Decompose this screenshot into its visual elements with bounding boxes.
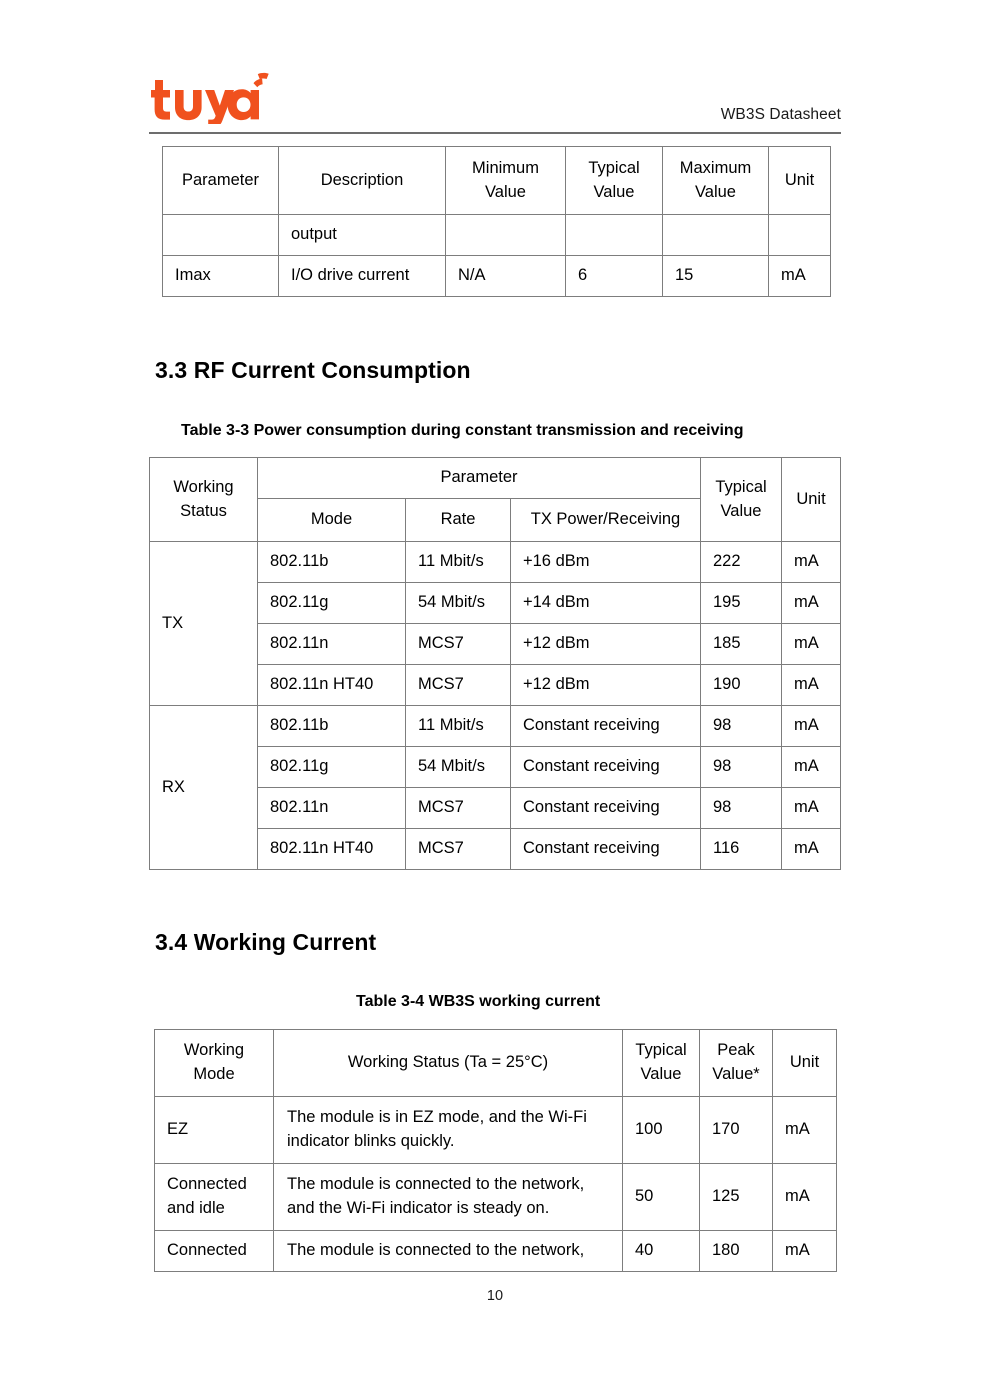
cell-text: +12 dBm (523, 675, 590, 694)
cell-text: +16 dBm (523, 552, 590, 571)
cell-tx-power (511, 542, 701, 583)
col-header-unit-label: Unit (784, 170, 815, 189)
table-3-2-continued (162, 146, 830, 297)
cell-text: 116 (713, 839, 740, 858)
col-header-description (279, 147, 446, 215)
working-status-label: Working Status (Ta = 25°C) (347, 1053, 549, 1072)
cell-maximum (663, 256, 769, 297)
cell-text: 802.11n HT40 (270, 675, 374, 694)
cell-unit (782, 788, 841, 829)
col-header-parameter (163, 147, 279, 215)
cell-text: 50 (635, 1187, 654, 1206)
cell-text: 11 Mbit/s (418, 552, 484, 571)
cell-text: 802.11n HT40 (270, 839, 374, 858)
peak-l2: Value* (712, 1065, 760, 1083)
cell-text: RX (162, 777, 185, 796)
cell-mode (258, 706, 406, 747)
col-header-maximum-value (663, 147, 769, 215)
cell-text: Imax (175, 266, 211, 285)
cell-text: TX (162, 613, 184, 632)
cell-text: 15 (675, 266, 694, 285)
col-header-description-label: Description (320, 170, 404, 189)
cell-text-l2: indicator blinks quickly. (287, 1132, 455, 1150)
col-header-rate (406, 499, 511, 542)
cell-text: 125 (712, 1187, 740, 1206)
cell-text: mA (781, 266, 806, 285)
cell-text: MCS7 (418, 675, 464, 694)
peak-l1: Peak (717, 1041, 755, 1060)
col-header-tx-power-receiving (511, 499, 701, 542)
cell-text: mA (794, 839, 819, 858)
col-header-working-mode (155, 1030, 274, 1097)
cell-text: Constant receiving (523, 757, 660, 776)
cell-parameter (163, 256, 279, 297)
col-header-peak-value (700, 1030, 773, 1097)
working-status-l2: Status (180, 501, 227, 520)
cell-unit (782, 542, 841, 583)
cell-text: 98 (713, 716, 732, 735)
table-row (163, 256, 831, 297)
cell-text: 802.11b (270, 552, 329, 571)
table-header-row-1 (150, 458, 841, 499)
col-header-unit (773, 1030, 837, 1097)
cell-working-status (274, 1164, 623, 1231)
cell-tx-power (511, 788, 701, 829)
typical-l1: Typical (715, 477, 767, 496)
col-header-mode (258, 499, 406, 542)
cell-working-mode (155, 1164, 274, 1231)
cell-text: mA (794, 716, 819, 735)
cell-rate (406, 665, 511, 706)
cell-text: 98 (713, 757, 732, 776)
tuya-logo-mark (149, 72, 269, 124)
cell-working-status (274, 1231, 623, 1272)
cell-mode (258, 624, 406, 665)
col-header-typical-value (623, 1030, 700, 1097)
cell-text: 802.11n (270, 798, 329, 817)
header-divider (149, 132, 841, 134)
section-heading-3-4: 3.4 Working Current (155, 929, 377, 955)
table-row (163, 215, 831, 256)
table-row (150, 706, 841, 747)
table-caption-3-4: Table 3-4 WB3S working current (356, 993, 601, 1010)
cell-text: mA (794, 552, 819, 571)
table-row (155, 1164, 837, 1231)
col-header-maximum-l1: Maximum (679, 158, 752, 177)
cell-text: 185 (713, 634, 741, 653)
cell-text: 190 (713, 675, 741, 694)
cell-unit (782, 665, 841, 706)
cell-working-mode (155, 1231, 274, 1272)
cell-text: MCS7 (418, 798, 464, 817)
cell-unit (773, 1231, 837, 1272)
col-header-typical-value (701, 458, 782, 542)
cell-mode (258, 747, 406, 788)
working-mode-l2: Mode (193, 1065, 235, 1083)
cell-text: 54 Mbit/s (418, 757, 485, 776)
cell-rate (406, 747, 511, 788)
cell-text: mA (794, 675, 819, 694)
cell-mode (258, 788, 406, 829)
cell-text: 180 (712, 1241, 740, 1260)
table-header-row (163, 147, 831, 215)
cell-rate (406, 829, 511, 870)
cell-tx-power (511, 624, 701, 665)
cell-text: MCS7 (418, 839, 464, 858)
cell-rate (406, 624, 511, 665)
cell-text: 802.11b (270, 716, 329, 735)
cell-text: The module is connected to the network, (287, 1241, 585, 1260)
page-header (149, 62, 841, 134)
cell-text: Constant receiving (523, 716, 660, 735)
cell-typical (701, 542, 782, 583)
cell-typical (623, 1097, 700, 1164)
cell-text: 6 (578, 266, 588, 285)
table-3-3 (149, 457, 840, 870)
cell-mode (258, 583, 406, 624)
col-header-unit (782, 458, 841, 542)
parameter-group-label: Parameter (440, 468, 518, 487)
cell-rate (406, 542, 511, 583)
cell-text: 100 (635, 1120, 663, 1139)
cell-text: mA (785, 1120, 810, 1139)
cell-text: 54 Mbit/s (418, 593, 485, 612)
cell-tx-power (511, 583, 701, 624)
unit-label: Unit (796, 489, 826, 508)
cell-text: 170 (712, 1120, 740, 1139)
cell-text: +12 dBm (523, 634, 590, 653)
cell-text: MCS7 (418, 634, 464, 653)
cell-parameter (163, 215, 279, 256)
cell-typical (623, 1164, 700, 1231)
cell-text: 40 (635, 1241, 654, 1260)
cell-text: Constant receiving (523, 798, 660, 817)
cell-maximum (663, 215, 769, 256)
cell-unit (769, 256, 831, 297)
cell-mode (258, 665, 406, 706)
typical-l2: Value (720, 501, 762, 520)
cell-unit (769, 215, 831, 256)
cell-typical (701, 829, 782, 870)
section-heading-3-3: 3.3 RF Current Consumption (155, 357, 471, 383)
cell-text: Connected (167, 1241, 247, 1260)
col-header-parameter-label: Parameter (181, 170, 260, 189)
cell-unit (782, 829, 841, 870)
cell-unit (773, 1097, 837, 1164)
cell-mode (258, 542, 406, 583)
cell-text-l1: The module is connected to the network, (287, 1175, 585, 1194)
cell-text: mA (794, 757, 819, 776)
col-header-working-status (150, 458, 258, 542)
typical-l2: Value (640, 1065, 682, 1083)
col-header-typical-l1: Typical (588, 158, 640, 177)
cell-text: mA (794, 634, 819, 653)
cell-minimum (446, 215, 566, 256)
cell-working-status (274, 1097, 623, 1164)
cell-rate (406, 583, 511, 624)
cell-peak (700, 1097, 773, 1164)
cell-text: 98 (713, 798, 732, 817)
col-header-typical-l2: Value (593, 182, 635, 201)
cell-text: mA (794, 798, 819, 817)
table-header-row (155, 1030, 837, 1097)
cell-typical (623, 1231, 700, 1272)
table-row (155, 1097, 837, 1164)
cell-working-status-rx (150, 706, 258, 870)
cell-unit (782, 583, 841, 624)
cell-text: I/O drive current (291, 266, 410, 285)
typical-l1: Typical (635, 1041, 687, 1060)
cell-typical (566, 256, 663, 297)
cell-description (279, 256, 446, 297)
cell-description (279, 215, 446, 256)
cell-tx-power (511, 829, 701, 870)
cell-working-mode (155, 1097, 274, 1164)
cell-rate (406, 788, 511, 829)
table-3-4 (154, 1029, 836, 1272)
cell-text-l2: and idle (167, 1199, 225, 1217)
col-header-minimum-l1: Minimum (472, 158, 539, 177)
cell-typical (566, 215, 663, 256)
cell-unit (782, 624, 841, 665)
mode-label: Mode (310, 510, 353, 529)
page-number: 10 (486, 1288, 504, 1304)
cell-tx-power (511, 706, 701, 747)
working-status-l1: Working (173, 477, 234, 496)
cell-text: output (291, 225, 337, 244)
cell-unit (773, 1164, 837, 1231)
parameter-table (162, 146, 831, 297)
cell-text: 195 (713, 593, 741, 612)
cell-text: 802.11g (270, 593, 329, 612)
cell-text: 802.11g (270, 757, 329, 776)
col-header-working-status (274, 1030, 623, 1097)
cell-typical (701, 624, 782, 665)
col-header-unit (769, 147, 831, 215)
cell-text: Constant receiving (523, 839, 660, 858)
working-current-table (154, 1029, 837, 1272)
cell-typical (701, 747, 782, 788)
tuya-logo (149, 72, 269, 124)
table-row (150, 542, 841, 583)
cell-minimum (446, 256, 566, 297)
cell-tx-power (511, 665, 701, 706)
cell-typical (701, 788, 782, 829)
cell-rate (406, 706, 511, 747)
cell-typical (701, 583, 782, 624)
cell-peak (700, 1164, 773, 1231)
unit-label: Unit (789, 1053, 820, 1072)
cell-text-l2: and the Wi-Fi indicator is steady on. (287, 1199, 550, 1217)
working-mode-l1: Working (183, 1041, 245, 1060)
rate-label: Rate (440, 510, 476, 529)
cell-peak (700, 1231, 773, 1272)
cell-typical (701, 665, 782, 706)
cell-text: +14 dBm (523, 593, 590, 612)
table-caption-3-3: Table 3-3 Power consumption during constant transmission and receiving (181, 422, 744, 439)
cell-text: 802.11n (270, 634, 329, 653)
cell-text: mA (785, 1241, 810, 1260)
cell-working-status-tx (150, 542, 258, 706)
col-header-minimum-l2: Value (485, 182, 526, 201)
tx-power-label: TX Power/Receiving (530, 510, 681, 529)
table-row (155, 1231, 837, 1272)
col-header-maximum-l2: Value (695, 182, 736, 201)
cell-text: N/A (458, 266, 486, 285)
cell-unit (782, 747, 841, 788)
rf-current-consumption-table (149, 457, 841, 870)
cell-tx-power (511, 747, 701, 788)
col-header-minimum-value (446, 147, 566, 215)
cell-mode (258, 829, 406, 870)
cell-typical (701, 706, 782, 747)
cell-text: 222 (713, 552, 741, 571)
cell-text: mA (785, 1187, 810, 1206)
cell-text: 11 Mbit/s (418, 716, 484, 735)
col-header-typical-value (566, 147, 663, 215)
cell-unit (782, 706, 841, 747)
cell-text: EZ (167, 1120, 189, 1139)
document-title: WB3S Datasheet (720, 106, 841, 123)
cell-text: mA (794, 593, 819, 612)
cell-text-l1: Connected (167, 1175, 247, 1194)
cell-text-l1: The module is in EZ mode, and the Wi-Fi (287, 1108, 587, 1127)
col-header-parameter-group (258, 458, 701, 499)
